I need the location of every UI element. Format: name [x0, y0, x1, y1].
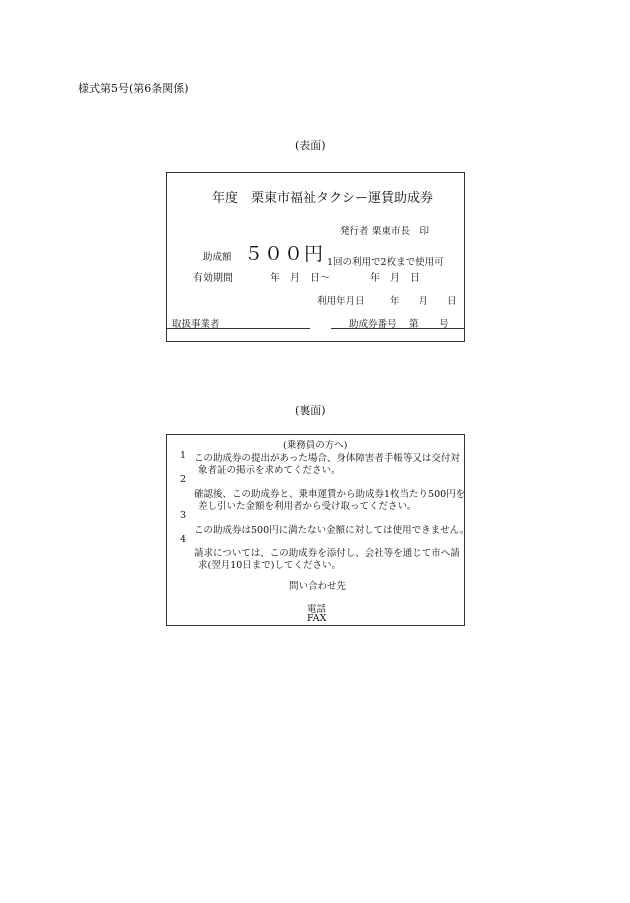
front-section-title: (表面): [295, 139, 326, 152]
issuer-label: 発行者: [340, 226, 369, 237]
fax-label: FAX: [307, 613, 327, 624]
validity-to: 年 月 日: [370, 273, 420, 284]
amount-value: ５００円: [244, 243, 325, 265]
validity-from: 年 月 日～: [270, 273, 330, 284]
issuer: 栗東市長 印: [372, 226, 430, 237]
contact-label: 問い合わせ先: [289, 581, 347, 592]
front-ticket-card: [166, 172, 465, 342]
back-ticket-card: [166, 434, 470, 626]
usage-note: 1回の利用で2枚まで使用可: [327, 257, 444, 268]
item-4-line-2: 求(翌月10日まで)してください。: [198, 560, 342, 571]
validity-label: 有効期間: [193, 273, 233, 284]
use-date-fields: 年 月 日: [390, 296, 457, 307]
back-section-title: (裏面): [295, 404, 326, 417]
back-heading: (乗務員の方へ): [283, 440, 348, 451]
form-number: 様式第5号(第6条関係): [78, 82, 189, 95]
use-date-label: 利用年月日: [317, 296, 365, 307]
ticket-number-label: 助成券番号: [349, 319, 397, 330]
ticket-number-suffix: 号: [439, 319, 449, 330]
item-1-line-1: この助成券の提出があった場合、身体障害者手帳等又は交付対: [194, 453, 460, 464]
ticket-title: 年度 栗東市福祉タクシー運賃助成券: [212, 191, 434, 206]
item-2-number: 2: [180, 474, 187, 485]
item-1-number: 1: [180, 450, 187, 461]
item-3-line-1: この助成券は500円に満たない金額に対しては使用できません。: [194, 525, 470, 536]
ticket-number-prefix: 第: [409, 319, 419, 330]
item-4-line-1: 請求については、この助成券を添付し、会社等を通じて市へ請: [194, 548, 460, 559]
item-4-number: 4: [180, 534, 187, 545]
operator-underline: [167, 328, 310, 329]
amount-label: 助成額: [203, 252, 232, 263]
item-3-number: 3: [180, 510, 187, 521]
item-2-line-1: 確認後、この助成券と、乗車運賃から助成券1枚当たり500円を: [194, 489, 466, 500]
operator-label: 取扱事業者: [172, 319, 220, 330]
item-2-line-2: 差し引いた金額を利用者から受け取ってください。: [198, 501, 417, 512]
item-1-line-2: 象者証の掲示を求めてください。: [198, 465, 341, 476]
ticket-number-underline: [331, 328, 464, 329]
phone-label: 電話: [307, 604, 327, 615]
